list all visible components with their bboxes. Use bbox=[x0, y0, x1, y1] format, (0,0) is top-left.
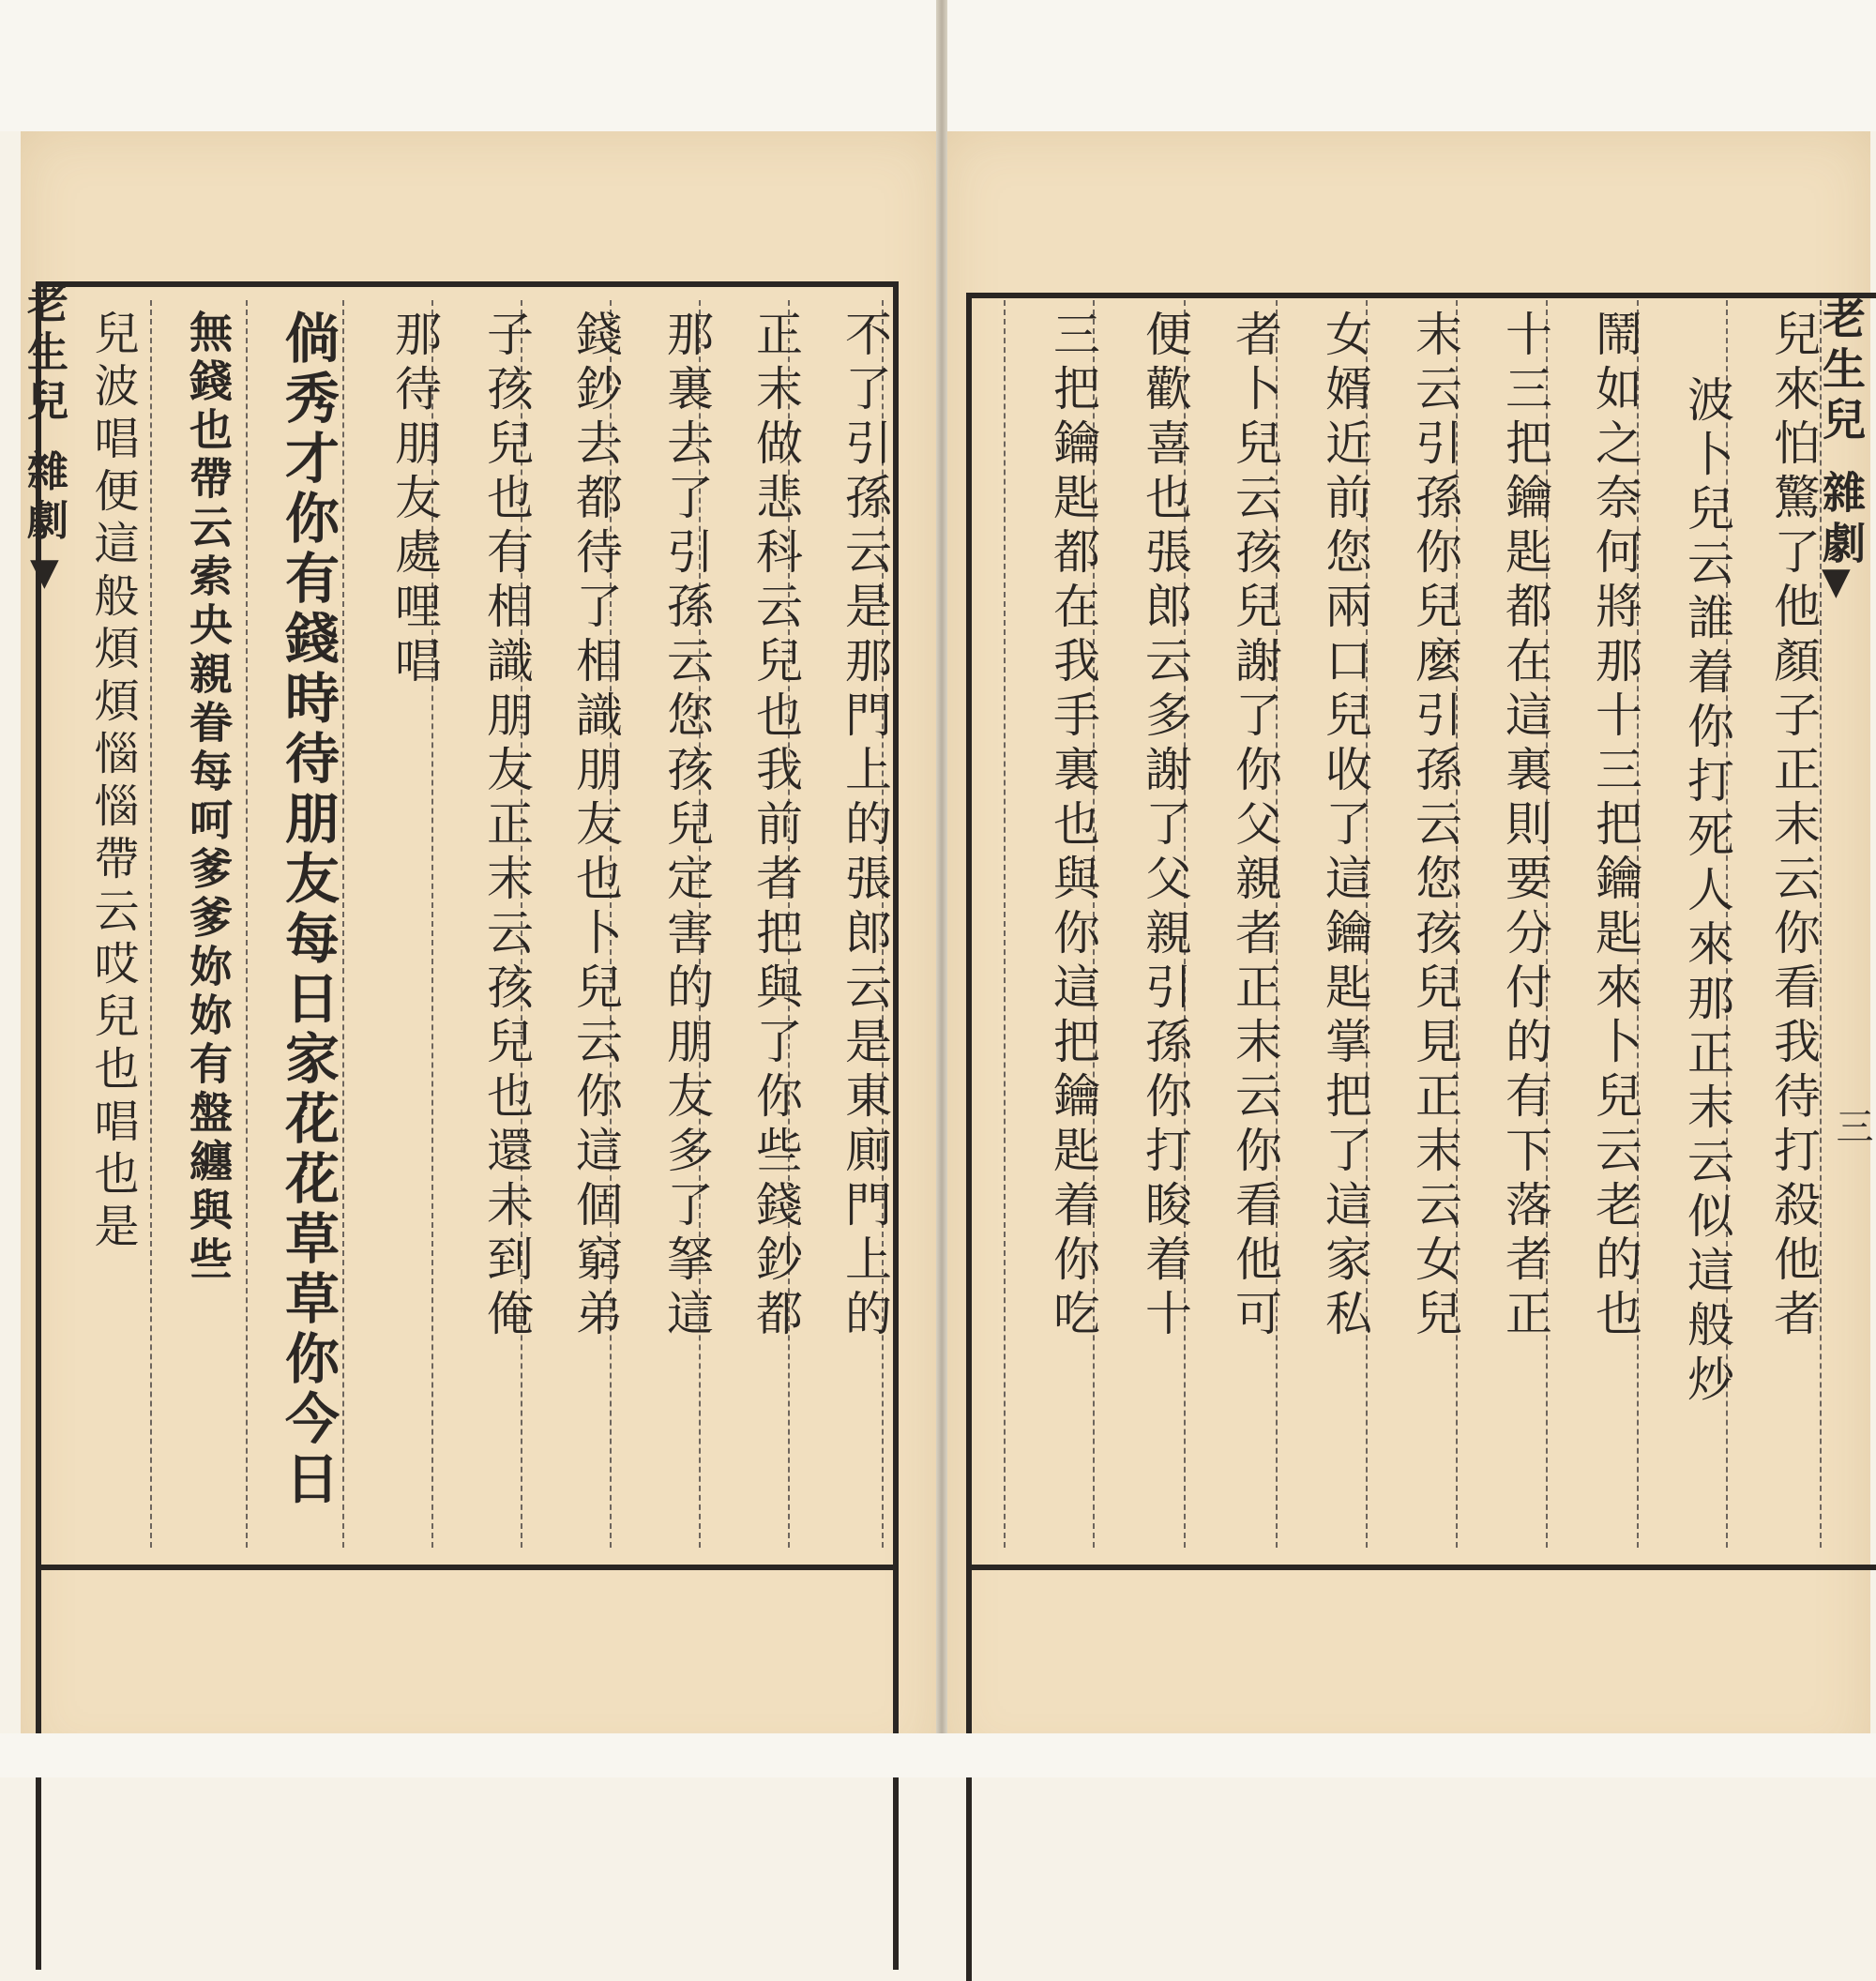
text-column: 波卜兒云誰着你打死人來那正末云似這般炒 bbox=[1680, 375, 1734, 1409]
column-rule bbox=[342, 300, 344, 1548]
text-column: 錢鈔去都待了相識朋友也卜兒云你這個窮弟 bbox=[568, 310, 623, 1343]
text-column: 兒來怕驚了他顏子正末云你看我待打殺他者 bbox=[1766, 310, 1821, 1343]
folio-number: 三 bbox=[1830, 1107, 1873, 1152]
column-rule bbox=[1004, 300, 1006, 1548]
text-column: 那待朋友處哩唱 bbox=[387, 310, 442, 690]
text-column: 無錢也帶云索央親眷每呵爹爹妳妳有盤纏與些 bbox=[183, 310, 234, 1285]
text-column: 女婿近前您兩口兒收了這鑰匙掌把了這家私 bbox=[1318, 310, 1372, 1343]
text-column-aria: 倘秀才你有錢時待朋友每日家花花草草你今日 bbox=[276, 310, 340, 1510]
fishtail-mark: ▼ bbox=[1822, 560, 1851, 603]
text-column: 正末做悲科云兒也我前者把與了你些錢鈔都 bbox=[749, 310, 803, 1343]
left-frame-bottom bbox=[36, 1565, 899, 1570]
text-column: 那裏去了引孫云您孩兒定害的朋友多了拏這 bbox=[659, 310, 714, 1343]
text-column: 不了引孫云是那門上的張郎云是東廁門上的 bbox=[838, 310, 892, 1343]
column-rule bbox=[150, 300, 152, 1548]
text-column: 便歡喜也張郎云多謝了父親引孫你打睃着十 bbox=[1138, 310, 1192, 1343]
right-frame-bottom bbox=[966, 1565, 1876, 1570]
text-column: 子孩兒也有相識朋友正末云孩兒也還未到俺 bbox=[479, 310, 534, 1343]
fishtail-mark: ▼ bbox=[30, 551, 59, 594]
text-column: 三把鑰匙都在我手裏也與你這把鑰匙着你吃 bbox=[1046, 310, 1100, 1343]
text-column: 末云引孫你兒麼引孫云您孩兒見正末云女兒 bbox=[1408, 310, 1462, 1343]
text-column: 兒波唱便這般煩煩惱惱帶云哎兒也唱也是 bbox=[86, 310, 139, 1255]
column-rule bbox=[246, 300, 248, 1548]
text-column: 十三把鑰匙都在這裏則要分付的有下落者正 bbox=[1498, 310, 1552, 1343]
bottom-margin bbox=[0, 1733, 1876, 1777]
text-column: 者卜兒云孩兒謝了你父親者正末云你看他可 bbox=[1228, 310, 1282, 1343]
book-spine bbox=[936, 0, 947, 1777]
text-column: 鬧如之奈何將那十三把鑰匙來卜兒云老的也 bbox=[1588, 310, 1642, 1343]
center-label: 老生兒 雜劇 bbox=[1816, 295, 1867, 572]
center-label: 老生兒 雜劇 bbox=[20, 281, 68, 548]
